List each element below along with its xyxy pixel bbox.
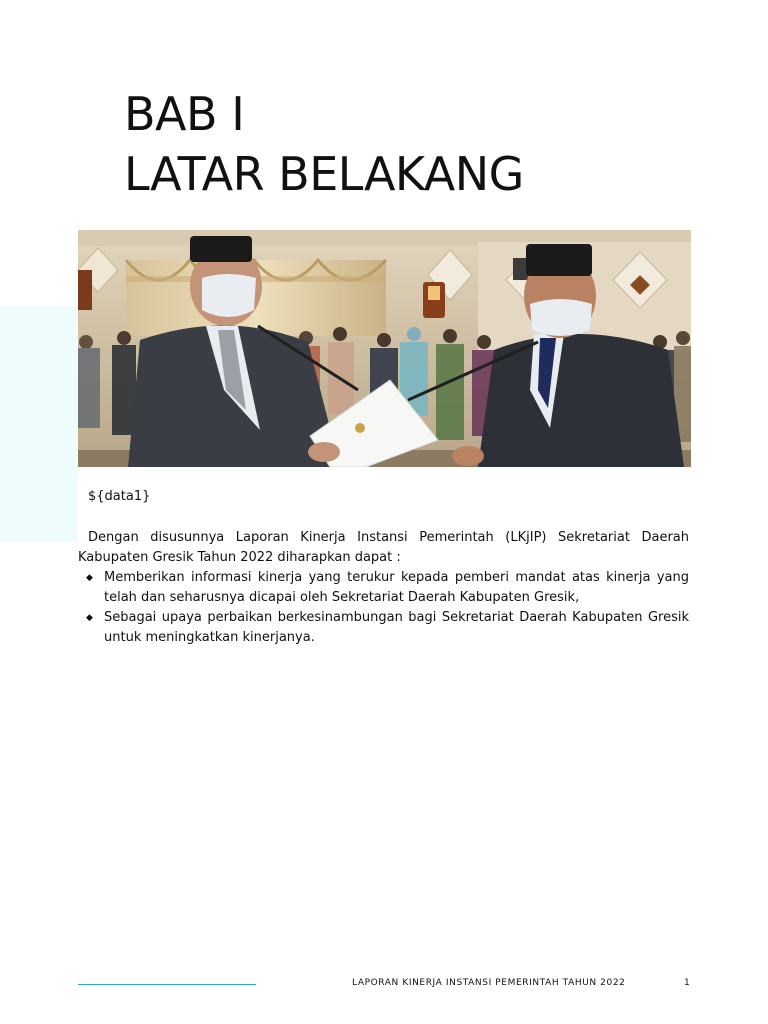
goal-text: Memberikan informasi kinerja yang terukur kepada pemberi mandat atas kinerja yang telah dan seharusnya dicapai oleh Sekretariat Daerah Kabupaten Gresik, <box>104 570 689 605</box>
body-text <box>78 528 689 648</box>
goal-text: Sebagai upaya perbaikan berkesinambungan bagi Sekretariat Daerah Kabupaten Gresik untuk meningkatkan kinerjanya. <box>104 610 689 645</box>
chapter-name: LATAR BELAKANG <box>124 147 524 201</box>
page-number: 1 <box>684 978 690 988</box>
goals-list <box>78 568 689 648</box>
bullet-icon: ◆ <box>86 613 93 623</box>
photo-caption: ${data1} <box>88 489 151 504</box>
chapter-title <box>124 84 524 204</box>
ceremony-photo <box>78 230 691 467</box>
bullet-icon: ◆ <box>86 573 93 583</box>
footer-title: LAPORAN KINERJA INSTANSI PEMERINTAH TAHUN 2022 <box>352 978 626 988</box>
footer-rule <box>78 984 256 985</box>
intro-paragraph: Dengan disusunnya Laporan Kinerja Instansi Pemerintah (LKjIP) Sekretariat Daerah Kabupaten Gresik Tahun 2022 diharapkan dapat : <box>78 530 689 565</box>
goal-item <box>78 568 689 608</box>
chapter-number: BAB I <box>124 87 245 141</box>
side-accent-panel <box>0 306 78 542</box>
goal-item <box>78 608 689 648</box>
